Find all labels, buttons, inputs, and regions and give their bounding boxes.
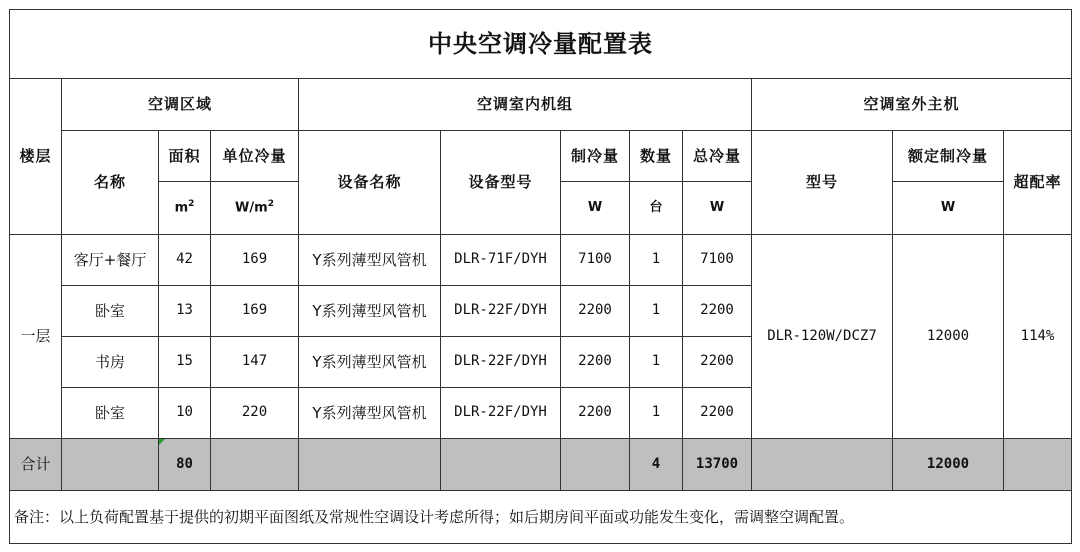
header-name: 名称 [62,131,159,235]
cooling-config-table [9,9,1072,544]
totals-rated-cooling: 12000 [893,439,1004,491]
remarks-note: 备注：以上负荷配置基于提供的初期平面图纸及常规性空调设计考虑所得；如后期房间平面或功能发生变化，需调整空调配置。 [10,491,1072,544]
totals-empty-cell [299,439,441,491]
device-quantity: 1 [630,388,683,439]
totals-empty-cell [1004,439,1072,491]
unit-area [159,182,211,235]
device-quantity: 1 [630,235,683,286]
header-ratio: 超配率 [1004,131,1072,235]
room-area: 42 [159,235,211,286]
header-cooling: 制冷量 [561,131,630,182]
room-area: 10 [159,388,211,439]
totals-empty-cell [561,439,630,491]
device-total-cooling: 2200 [683,286,752,337]
device-name: Y系列薄型风管机 [299,337,441,388]
totals-area [159,439,211,491]
unit-unit-cooling-exp: 2 [267,199,274,210]
room-area: 15 [159,337,211,388]
header-total-cooling: 总冷量 [683,131,752,182]
room-unit-cooling: 147 [211,337,299,388]
totals-total-cooling: 13700 [683,439,752,491]
device-total-cooling: 2200 [683,337,752,388]
header-outdoor-model: 型号 [752,131,893,235]
header-indoor-group: 空调室内机组 [299,79,752,131]
device-name: Y系列薄型风管机 [299,388,441,439]
header-area-group: 空调区域 [62,79,299,131]
header-unit-cooling: 单位冷量 [211,131,299,182]
device-quantity: 1 [630,286,683,337]
totals-empty-cell [441,439,561,491]
totals-row [10,439,1072,491]
device-name: Y系列薄型风管机 [299,286,441,337]
room-name: 卧室 [62,388,159,439]
room-unit-cooling: 169 [211,235,299,286]
unit-area-exp: 2 [188,199,195,210]
header-device-model: 设备型号 [441,131,561,235]
device-cooling: 7100 [561,235,630,286]
device-cooling: 2200 [561,388,630,439]
device-total-cooling: 7100 [683,235,752,286]
table-title: 中央空调冷量配置表 [10,10,1072,79]
totals-empty-cell [211,439,299,491]
unit-area-base: m [174,200,189,216]
device-cooling: 2200 [561,286,630,337]
unit-unit-cooling [211,182,299,235]
cell-comment-marker [159,439,165,445]
room-name: 卧室 [62,286,159,337]
totals-label: 合计 [10,439,62,491]
header-rated-cooling: 额定制冷量 [893,131,1004,182]
totals-quantity: 4 [630,439,683,491]
device-total-cooling: 2200 [683,388,752,439]
table-row [10,235,1072,286]
header-area: 面积 [159,131,211,182]
room-area: 13 [159,286,211,337]
device-model: DLR-22F/DYH [441,388,561,439]
unit-unit-cooling-base: W/m [235,200,268,216]
room-unit-cooling: 169 [211,286,299,337]
outdoor-ratio: 114% [1004,235,1072,439]
totals-area-value: 80 [176,455,193,472]
device-cooling: 2200 [561,337,630,388]
header-outdoor-group: 空调室外主机 [752,79,1072,131]
device-model: DLR-71F/DYH [441,235,561,286]
header-floor: 楼层 [10,79,62,235]
device-model: DLR-22F/DYH [441,286,561,337]
floor-label: 一层 [10,235,62,439]
cooling-config-sheet [9,9,1072,544]
unit-total-cooling: W [683,182,752,235]
header-device-name: 设备名称 [299,131,441,235]
room-name: 客厅+餐厅 [62,235,159,286]
totals-empty-cell [62,439,159,491]
room-unit-cooling: 220 [211,388,299,439]
device-name: Y系列薄型风管机 [299,235,441,286]
device-model: DLR-22F/DYH [441,337,561,388]
header-quantity: 数量 [630,131,683,182]
totals-empty-cell [752,439,893,491]
room-name: 书房 [62,337,159,388]
outdoor-model: DLR-120W/DCZ7 [752,235,893,439]
unit-rated-cooling: W [893,182,1004,235]
device-quantity: 1 [630,337,683,388]
unit-cooling: W [561,182,630,235]
unit-quantity: 台 [630,182,683,235]
outdoor-rated-cooling: 12000 [893,235,1004,439]
